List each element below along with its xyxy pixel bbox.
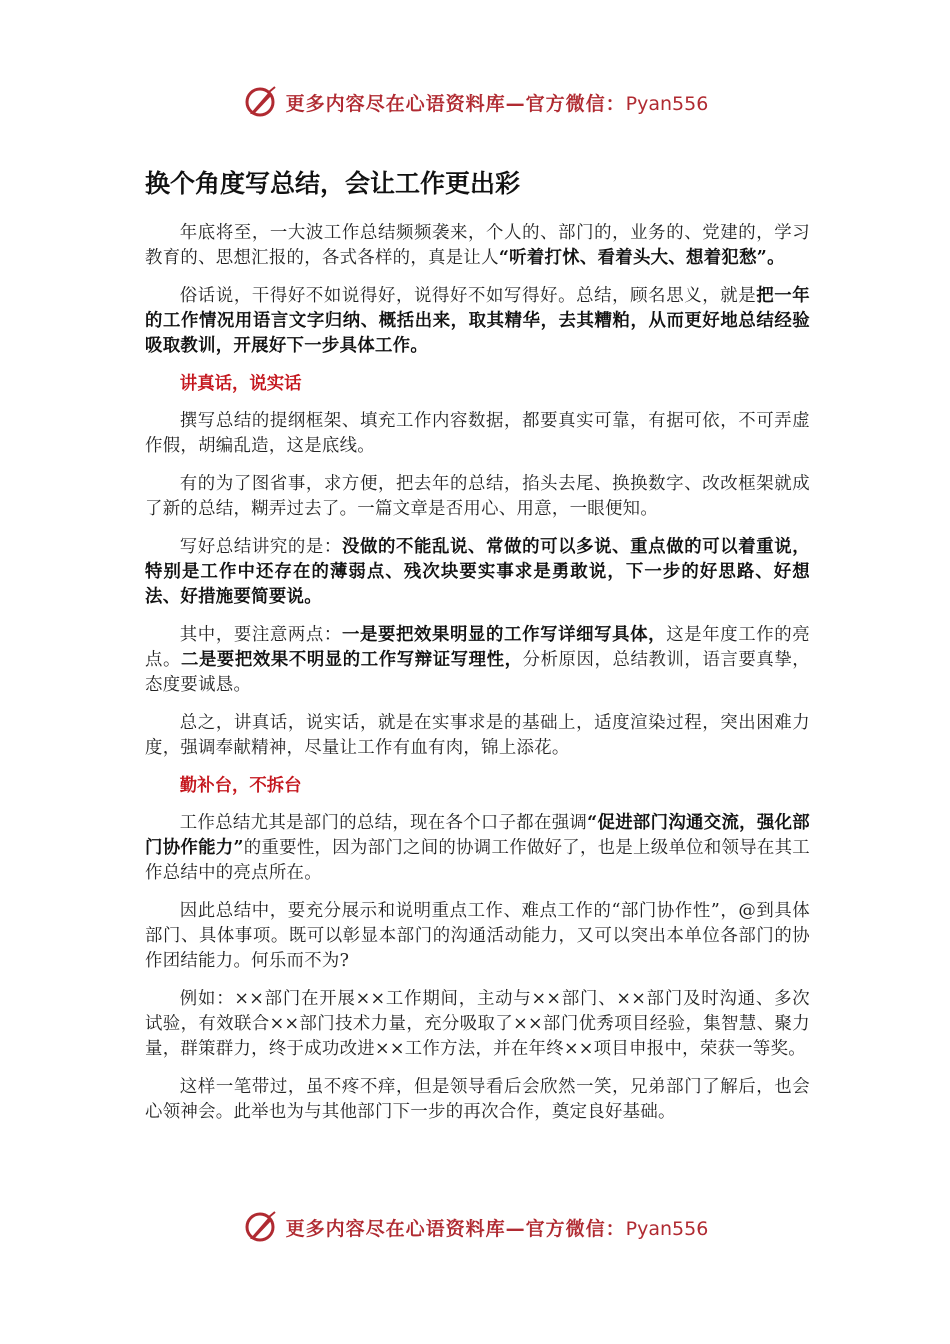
banner-text: 更多内容尽在心语资料库—官方微信：Pyan556 — [285, 92, 709, 115]
paragraph: 总之，讲真话，说实话，就是在实事求是的基础上，适度渲染过程，突出困难力度，强调奉献精神，尽量让工作有血有肉，锦上添花。 — [145, 712, 810, 758]
quill-logo-icon — [242, 84, 278, 120]
paragraph: 俗话说，干得好不如说得好，说得好不如写得好。总结，顾名思义，就是把一年的工作情况用语言文字归纳、概括出来，取其精华，去其糟粕，从而更好地总结经验吸取教训，开展好下一步具体工作。 — [145, 285, 811, 356]
section-heading: 勤补台，不拆台 — [179, 775, 302, 796]
paragraph: 写好总结讲究的是：没做的不能乱说、常做的可以多说、重点做的可以着重说，特别是工作中还存在的薄弱点、残次块要实事求是勇敢说，下一步的好思路、好想法、好措施要简要说。 — [145, 536, 810, 607]
article — [145, 168, 810, 1138]
footer-banner — [0, 1209, 950, 1245]
banner-text: 更多内容尽在心语资料库—官方微信：Pyan556 — [285, 1217, 709, 1240]
paragraph: 这样一笔带过，虽不疼不痒，但是领导看后会欣然一笑，兄弟部门了解后，也会心领神会。此举也为与其他部门下一步的再次合作，奠定良好基础。 — [145, 1076, 810, 1122]
paragraph: 因此总结中，要充分展示和说明重点工作、难点工作的“部门协作性”，@到具体部门、具体事项。既可以彰显本部门的沟通活动能力，又可以突出本单位各部门的协作团结能力。何乐而不为? — [145, 900, 810, 971]
paragraph: 其中，要注意两点：一是要把效果明显的工作写详细写具体，这是年度工作的亮点。二是要把效果不明显的工作写辩证写理性，分析原因，总结教训，语言要真挚，态度要诚恳。 — [145, 624, 810, 695]
paragraph: 工作总结尤其是部门的总结，现在各个口子都在强调“促进部门沟通交流，强化部门协作能力”的重要性，因为部门之间的协调工作做好了，也是上级单位和领导在其工作总结中的亮点所在。 — [145, 812, 810, 883]
article-title: 换个角度写总结，会让工作更出彩 — [145, 169, 521, 198]
section-heading: 讲真话，说实话 — [179, 373, 302, 394]
paragraph: 有的为了图省事，求方便，把去年的总结，掐头去尾、换换数字、改改框架就成了新的总结，糊弄过去了。一篇文章是否用心、用意，一眼便知。 — [145, 473, 810, 519]
header-banner — [0, 84, 950, 120]
quill-logo-icon — [242, 1209, 278, 1245]
paragraph: 例如：××部门在开展××工作期间，主动与××部门、××部门及时沟通、多次试验，有效联合××部门技术力量，充分吸取了××部门优秀项目经验，集智慧、聚力量，群策群力，终于成功改进××工作方法，并在年终××项目申报中，荣获一等奖。 — [145, 988, 810, 1059]
paragraph: 年底将至，一大波工作总结频频袭来，个人的、部门的，业务的、党建的，学习教育的、思想汇报的，各式各样的，真是让人“听着打怵、看着头大、想着犯愁”。 — [145, 222, 810, 268]
paragraph: 撰写总结的提纲框架、填充工作内容数据，都要真实可靠，有据可依，不可弄虚作假，胡编乱造，这是底线。 — [145, 410, 810, 456]
